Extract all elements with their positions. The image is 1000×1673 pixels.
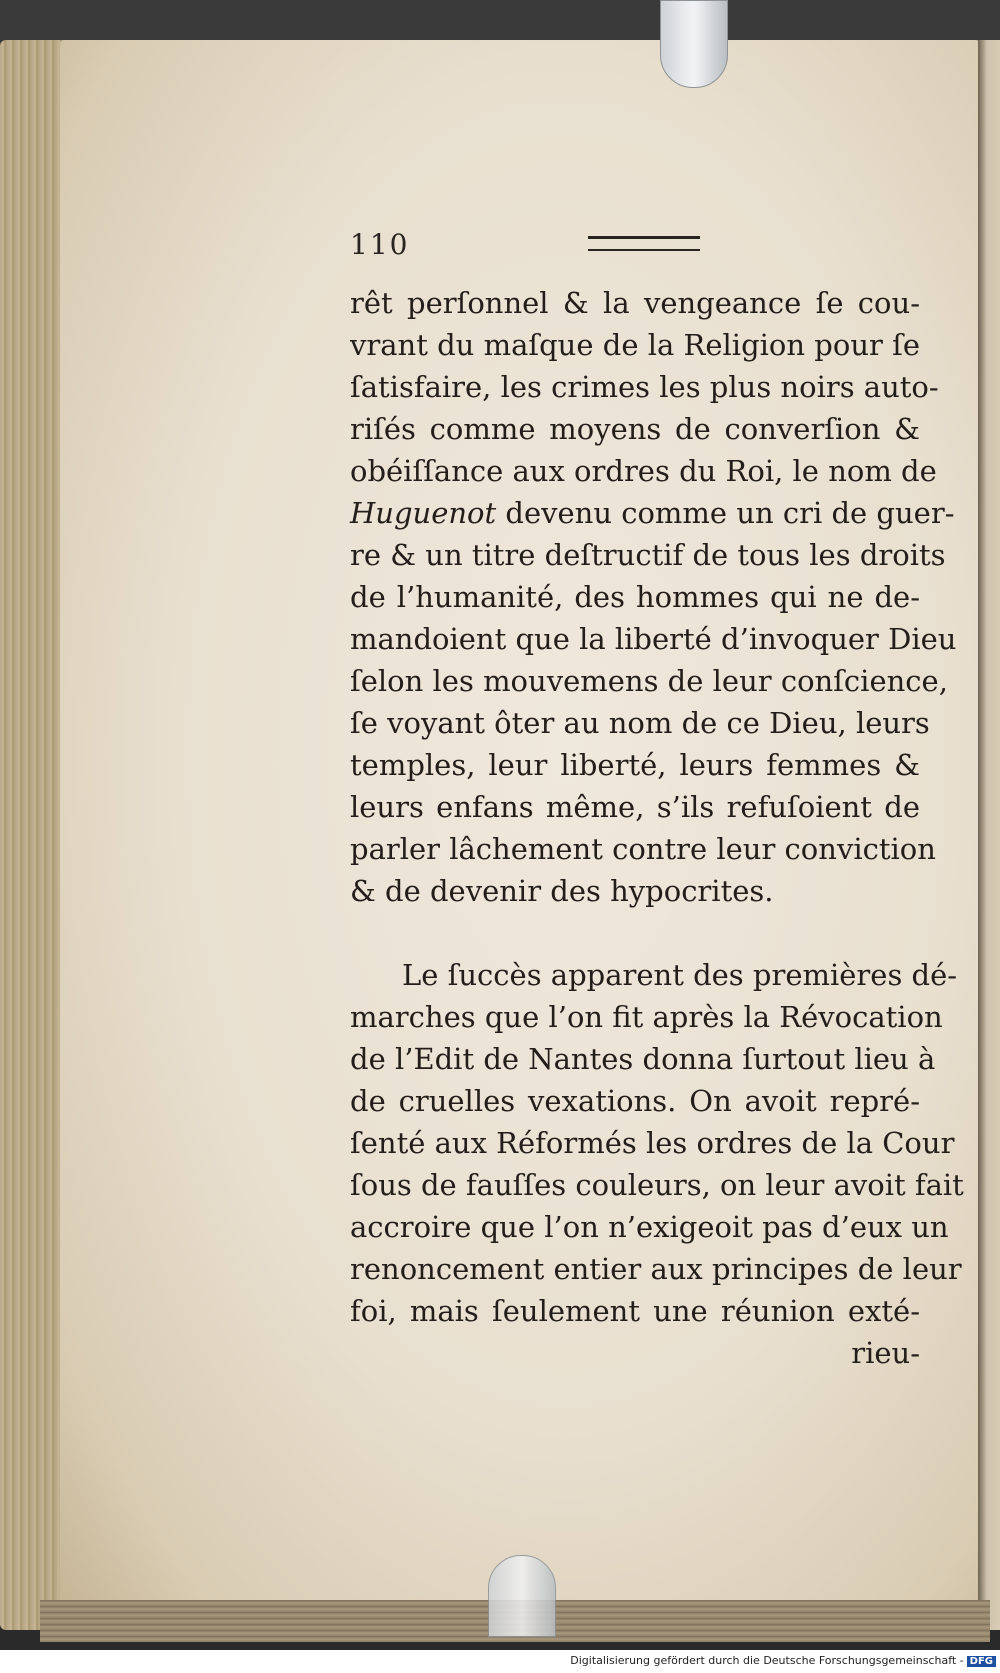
text-line: renoncement entier aux principes de leur <box>350 1252 962 1286</box>
header-ornament-rule <box>588 236 700 251</box>
italic-term: Huguenot <box>350 496 497 530</box>
dfg-logo-badge: DFG <box>967 1656 996 1667</box>
page-clip-top-icon <box>660 0 728 88</box>
facing-page-edge <box>978 40 1000 1630</box>
text-line: accroire que l’on n’exigeoit pas d’eux un <box>350 1210 949 1244</box>
text-line: ſous de fauſſes couleurs, on leur avoit fait <box>350 1168 964 1202</box>
text-line: & de devenir des hypocrites. <box>350 874 774 908</box>
text-line: leurs enfans même, s’ils refuſoient de <box>350 790 920 824</box>
text-line: Le ſuccès apparent des premières dé- <box>402 958 958 992</box>
text-line: ſatisfaire, les crimes les plus noirs auto- <box>350 370 939 404</box>
paragraph-gap <box>350 912 920 954</box>
text-line: foi, mais ſeulement une réunion exté- <box>350 1294 920 1328</box>
text-line: rêt perſonnel & la vengeance ſe cou- <box>350 286 920 320</box>
text-line-with-italic <box>350 492 955 534</box>
text-line: de l’humanité, des hommes qui ne de- <box>350 580 920 614</box>
text-line: de cruelles vexations. On avoit repré- <box>350 1084 920 1118</box>
text-line-rest: devenu comme un cri de guer- <box>505 496 955 530</box>
text-line: parler lâchement contre leur conviction <box>350 832 936 866</box>
credit-text: Digitalisierung gefördert durch die Deutsche Forschungsgemeinschaft - <box>570 1654 964 1667</box>
text-line: vrant du maſque de la Religion pour ſe <box>350 328 920 362</box>
page-number: 110 <box>350 228 410 261</box>
text-line: ſelon les mouvemens de leur conſcience, <box>350 664 948 698</box>
text-line: marches que l’on fit après la Révocation <box>350 1000 943 1034</box>
text-line: ſenté aux Réformés les ordres de la Cour <box>350 1126 955 1160</box>
body-text <box>350 282 964 1374</box>
catchword: rieu- <box>851 1336 920 1370</box>
text-line: obéiſſance aux ordres du Roi, le nom de <box>350 454 937 488</box>
text-line: ſe voyant ôter au nom de ce Dieu, leurs <box>350 706 930 740</box>
text-line: riſés comme moyens de converſion & <box>350 412 920 446</box>
digitization-credit <box>570 1654 996 1667</box>
text-line: de l’Edit de Nantes donna ſurtout lieu à <box>350 1042 936 1076</box>
page-clip-bottom-icon <box>488 1555 556 1637</box>
text-line: temples, leur liberté, leurs femmes & <box>350 748 920 782</box>
text-line: mandoient que la liberté d’invoquer Dieu <box>350 622 957 656</box>
text-line: re & un titre deſtructif de tous les droits <box>350 538 946 572</box>
